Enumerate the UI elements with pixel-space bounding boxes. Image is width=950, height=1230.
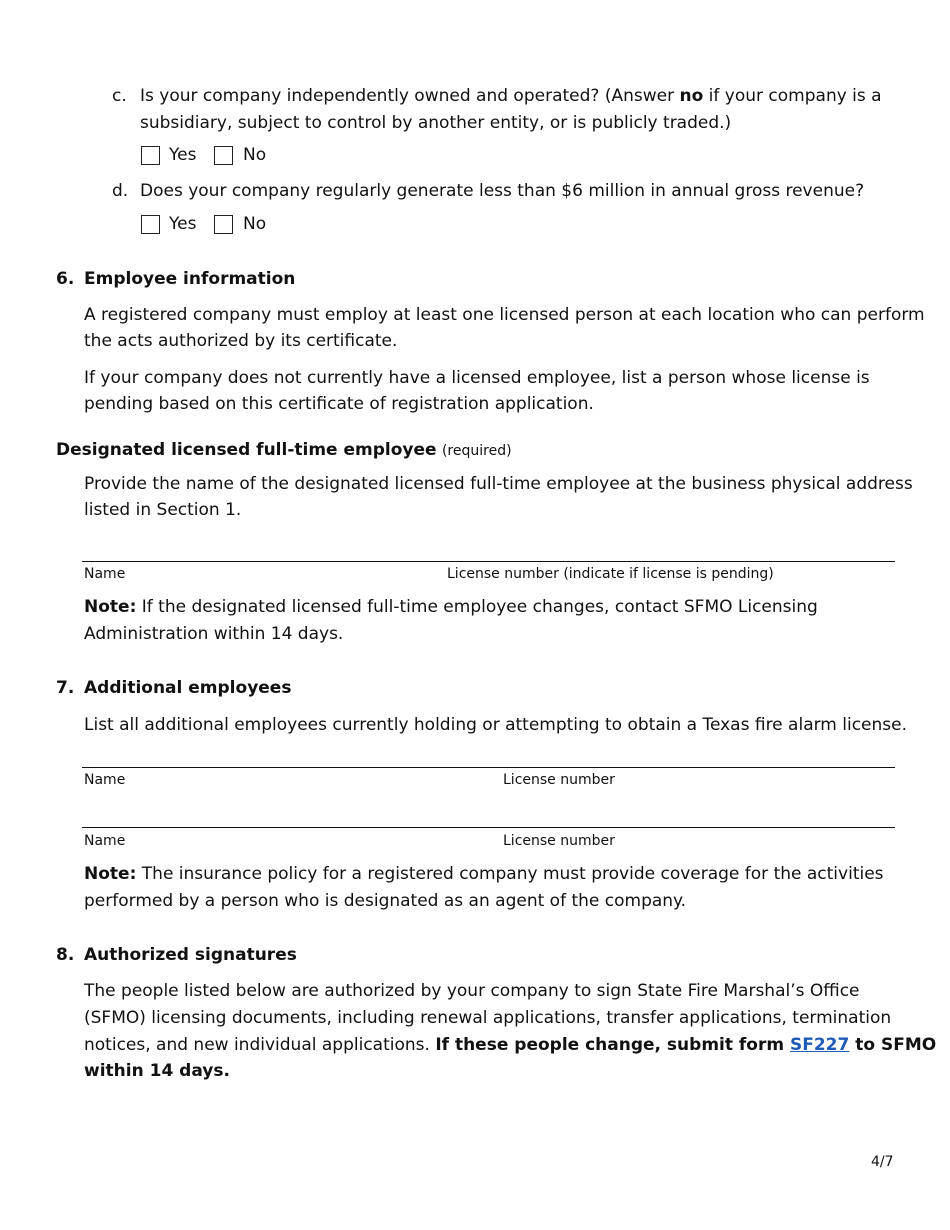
additional-employee-name-label: Name [84, 833, 126, 849]
additional-employee-name-field[interactable] [82, 798, 497, 826]
section-6-paragraph1-line1: A registered company must employ at least one licensed person at each location who can perform [84, 305, 925, 325]
designated-employee-license-field[interactable] [447, 530, 895, 560]
additional-employee-field-line [82, 767, 895, 768]
item-c-yes-label: Yes [169, 145, 197, 165]
item-c-question-line2: subsidiary, subject to control by another entity, or is publicly traded.) [140, 113, 732, 133]
section-7-instruction: List all additional employees currently holding or attempting to obtain a Texas fire alarm license. [84, 715, 908, 735]
section-8-paragraph-line3: notices, and new individual applications. If these people change, submit form SF227 to SFMO [84, 1035, 937, 1055]
section-6-number: 6. [56, 269, 75, 289]
section-8-number: 8. [56, 945, 75, 965]
additional-employee-name-label: Name [84, 772, 126, 788]
section-6-paragraph2-line1: If your company does not currently have a licensed employee, list a person whose license is [84, 368, 870, 388]
additional-employee-license-label: License number [503, 833, 615, 849]
designated-employee-license-label: License number (indicate if license is pending) [447, 566, 774, 582]
additional-employee-license-field[interactable] [502, 798, 895, 826]
insurance-note-line2: performed by a person who is designated as an agent of the company. [84, 891, 687, 911]
section-8-paragraph-line4: within 14 days. [84, 1061, 230, 1081]
item-d-marker: d. [112, 181, 129, 201]
section-8-heading: Authorized signatures [84, 945, 297, 965]
item-d-no-checkbox[interactable] [214, 215, 233, 234]
section-6-paragraph1-line2: the acts authorized by its certificate. [84, 331, 398, 351]
item-c-yes-checkbox[interactable] [141, 146, 160, 165]
designated-employee-note-line2: Administration within 14 days. [84, 624, 344, 644]
item-c-question: Is your company independently owned and operated? (Answer no if your company is a [140, 86, 882, 106]
item-d-no-label: No [243, 214, 267, 234]
section-7-number: 7. [56, 678, 75, 698]
sf227-link[interactable]: SF227 [790, 1035, 850, 1055]
page-number: 4/7 [871, 1154, 894, 1170]
section-8-paragraph-line2: (SFMO) licensing documents, including renewal applications, transfer applications, termination [84, 1008, 892, 1028]
section-7-heading: Additional employees [84, 678, 292, 698]
section-6-paragraph2-line2: pending based on this certificate of registration application. [84, 394, 594, 414]
item-c-no-label: No [243, 145, 267, 165]
designated-employee-instruction-line1: Provide the name of the designated licensed full-time employee at the business physical address [84, 474, 913, 494]
designated-employee-heading: Designated licensed full-time employee (required) [56, 440, 512, 460]
additional-employee-license-label: License number [503, 772, 615, 788]
designated-employee-name-field[interactable] [82, 530, 442, 560]
designated-employee-note: Note: If the designated licensed full-time employee changes, contact SFMO Licensing [84, 597, 818, 617]
section-8-paragraph-line1: The people listed below are authorized by your company to sign State Fire Marshal’s Office [84, 981, 860, 1001]
section-6-heading: Employee information [84, 269, 296, 289]
item-c-no-checkbox[interactable] [214, 146, 233, 165]
item-d-question: Does your company regularly generate less than $6 million in annual gross revenue? [140, 181, 865, 201]
additional-employee-field-line [82, 827, 895, 828]
item-d-yes-label: Yes [169, 214, 197, 234]
required-tag: (required) [441, 443, 512, 459]
item-c-marker: c. [112, 86, 127, 106]
additional-employee-license-field[interactable] [502, 738, 895, 766]
designated-employee-name-label: Name [84, 566, 126, 582]
item-d-yes-checkbox[interactable] [141, 215, 160, 234]
designated-employee-field-line [82, 561, 895, 562]
insurance-note: Note: The insurance policy for a registered company must provide coverage for the activities [84, 864, 884, 884]
additional-employee-name-field[interactable] [82, 738, 497, 766]
designated-employee-instruction-line2: listed in Section 1. [84, 500, 242, 520]
